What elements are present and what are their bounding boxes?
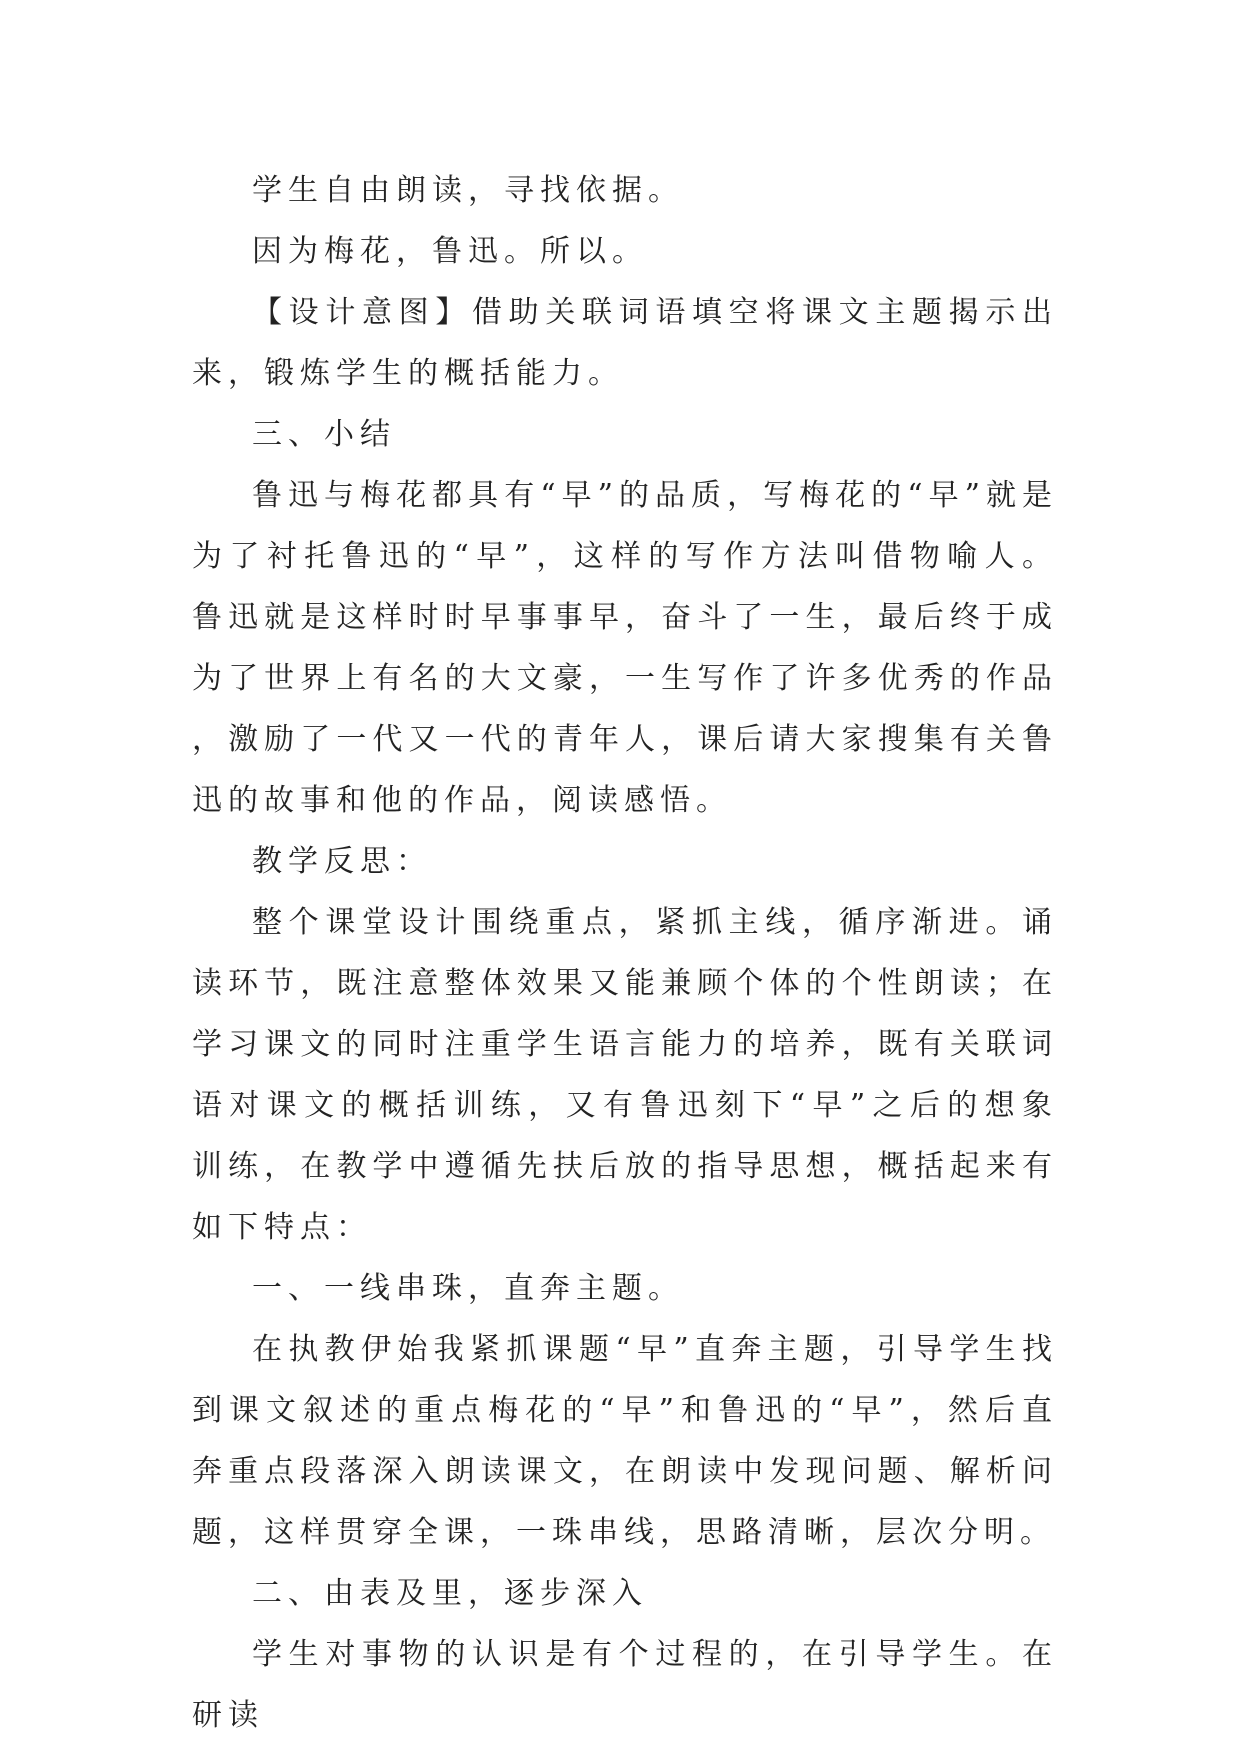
paragraph-fill-blank: 因为梅花，鲁迅。所以。 xyxy=(252,234,648,269)
heading-teaching-reflection: 教学反思： xyxy=(252,844,432,879)
heading-point-one: 一、一线串珠，直奔主题。 xyxy=(252,1271,684,1306)
paragraph-design-intent: 【设计意图】借助关联词语填空将课文主题揭示出来，锻炼学生的概括能力。 xyxy=(192,295,1058,391)
heading-point-two: 二、由表及里，逐步深入 xyxy=(252,1576,648,1611)
paragraph-point-two: 学生对事物的认识是有个过程的，在引导学生。在研读 xyxy=(192,1637,1058,1733)
paragraph-point-one: 在执教伊始我紧抓课题“早”直奔主题，引导学生找到课文叙述的重点梅花的“早”和鲁迅的“早”，然后直奔重点段落深入朗读课文，在朗读中发现问题、解析问题，这样贯穿全课，一珠串线，思路清晰，层次分明。 xyxy=(192,1332,1058,1550)
paragraph-reflection: 整个课堂设计围绕重点，紧抓主线，循序渐进。诵读环节，既注意整体效果又能兼顾个体的个性朗读；在学习课文的同时注重学生语言能力的培养，既有关联词语对课文的概括训练，又有鲁迅刻下“早”之后的想象训练，在教学中遵循先扶后放的指导思想，概括起来有如下特点： xyxy=(192,905,1058,1245)
heading-summary: 三、小结 xyxy=(252,417,396,452)
paragraph-reading-instruction: 学生自由朗读，寻找依据。 xyxy=(252,173,684,208)
document-body xyxy=(192,160,1058,1746)
paragraph-summary: 鲁迅与梅花都具有“早”的品质，写梅花的“早”就是为了衬托鲁迅的“早”，这样的写作方法叫借物喻人。鲁迅就是这样时时早事事早，奋斗了一生，最后终于成为了世界上有名的大文豪，一生写作了许多优秀的作品，激励了一代又一代的青年人，课后请大家搜集有关鲁迅的故事和他的作品，阅读感悟。 xyxy=(192,478,1058,818)
